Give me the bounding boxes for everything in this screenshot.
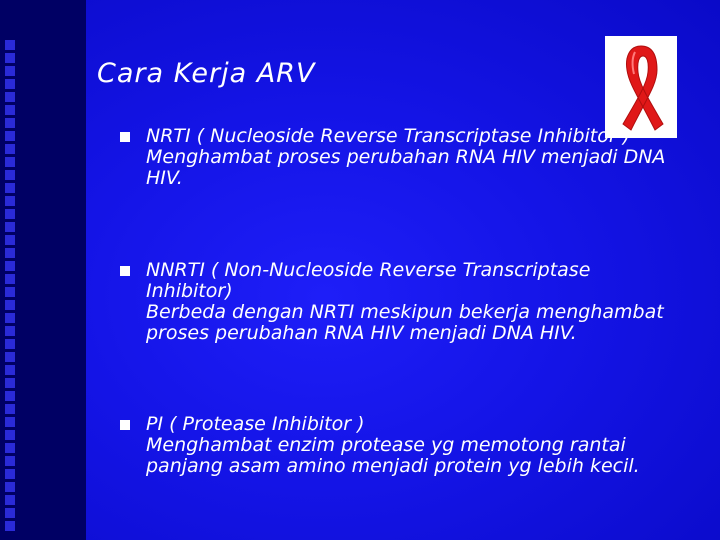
item-description: Menghambat enzim protease yg memotong rantai panjang asam amino menjadi protein yg lebih kecil.	[146, 434, 640, 477]
item-description: Menghambat proses perubahan RNA HIV menjadi DNA HIV.	[146, 146, 666, 189]
red-ribbon-icon	[605, 36, 677, 138]
square-bullet-icon	[120, 132, 130, 142]
item-heading: NNRTI ( Non-Nucleoside Reverse Transcriptase Inhibitor)	[146, 259, 591, 302]
decorative-square-column	[5, 40, 17, 540]
item-heading: NRTI ( Nucleoside Reverse Transcriptase Inhibitor )	[146, 125, 631, 147]
list-item	[146, 260, 676, 344]
slide-title: Cara Kerja ARV	[97, 58, 316, 89]
square-bullet-icon	[120, 420, 130, 430]
left-decorative-band	[0, 0, 86, 540]
item-heading: PI ( Protease Inhibitor )	[146, 413, 365, 435]
item-description: Berbeda dengan NRTI meskipun bekerja menghambat proses perubahan RNA HIV menjadi DNA HIV.	[146, 301, 664, 344]
list-item	[146, 126, 676, 189]
square-bullet-icon	[120, 266, 130, 276]
list-item	[146, 414, 676, 477]
